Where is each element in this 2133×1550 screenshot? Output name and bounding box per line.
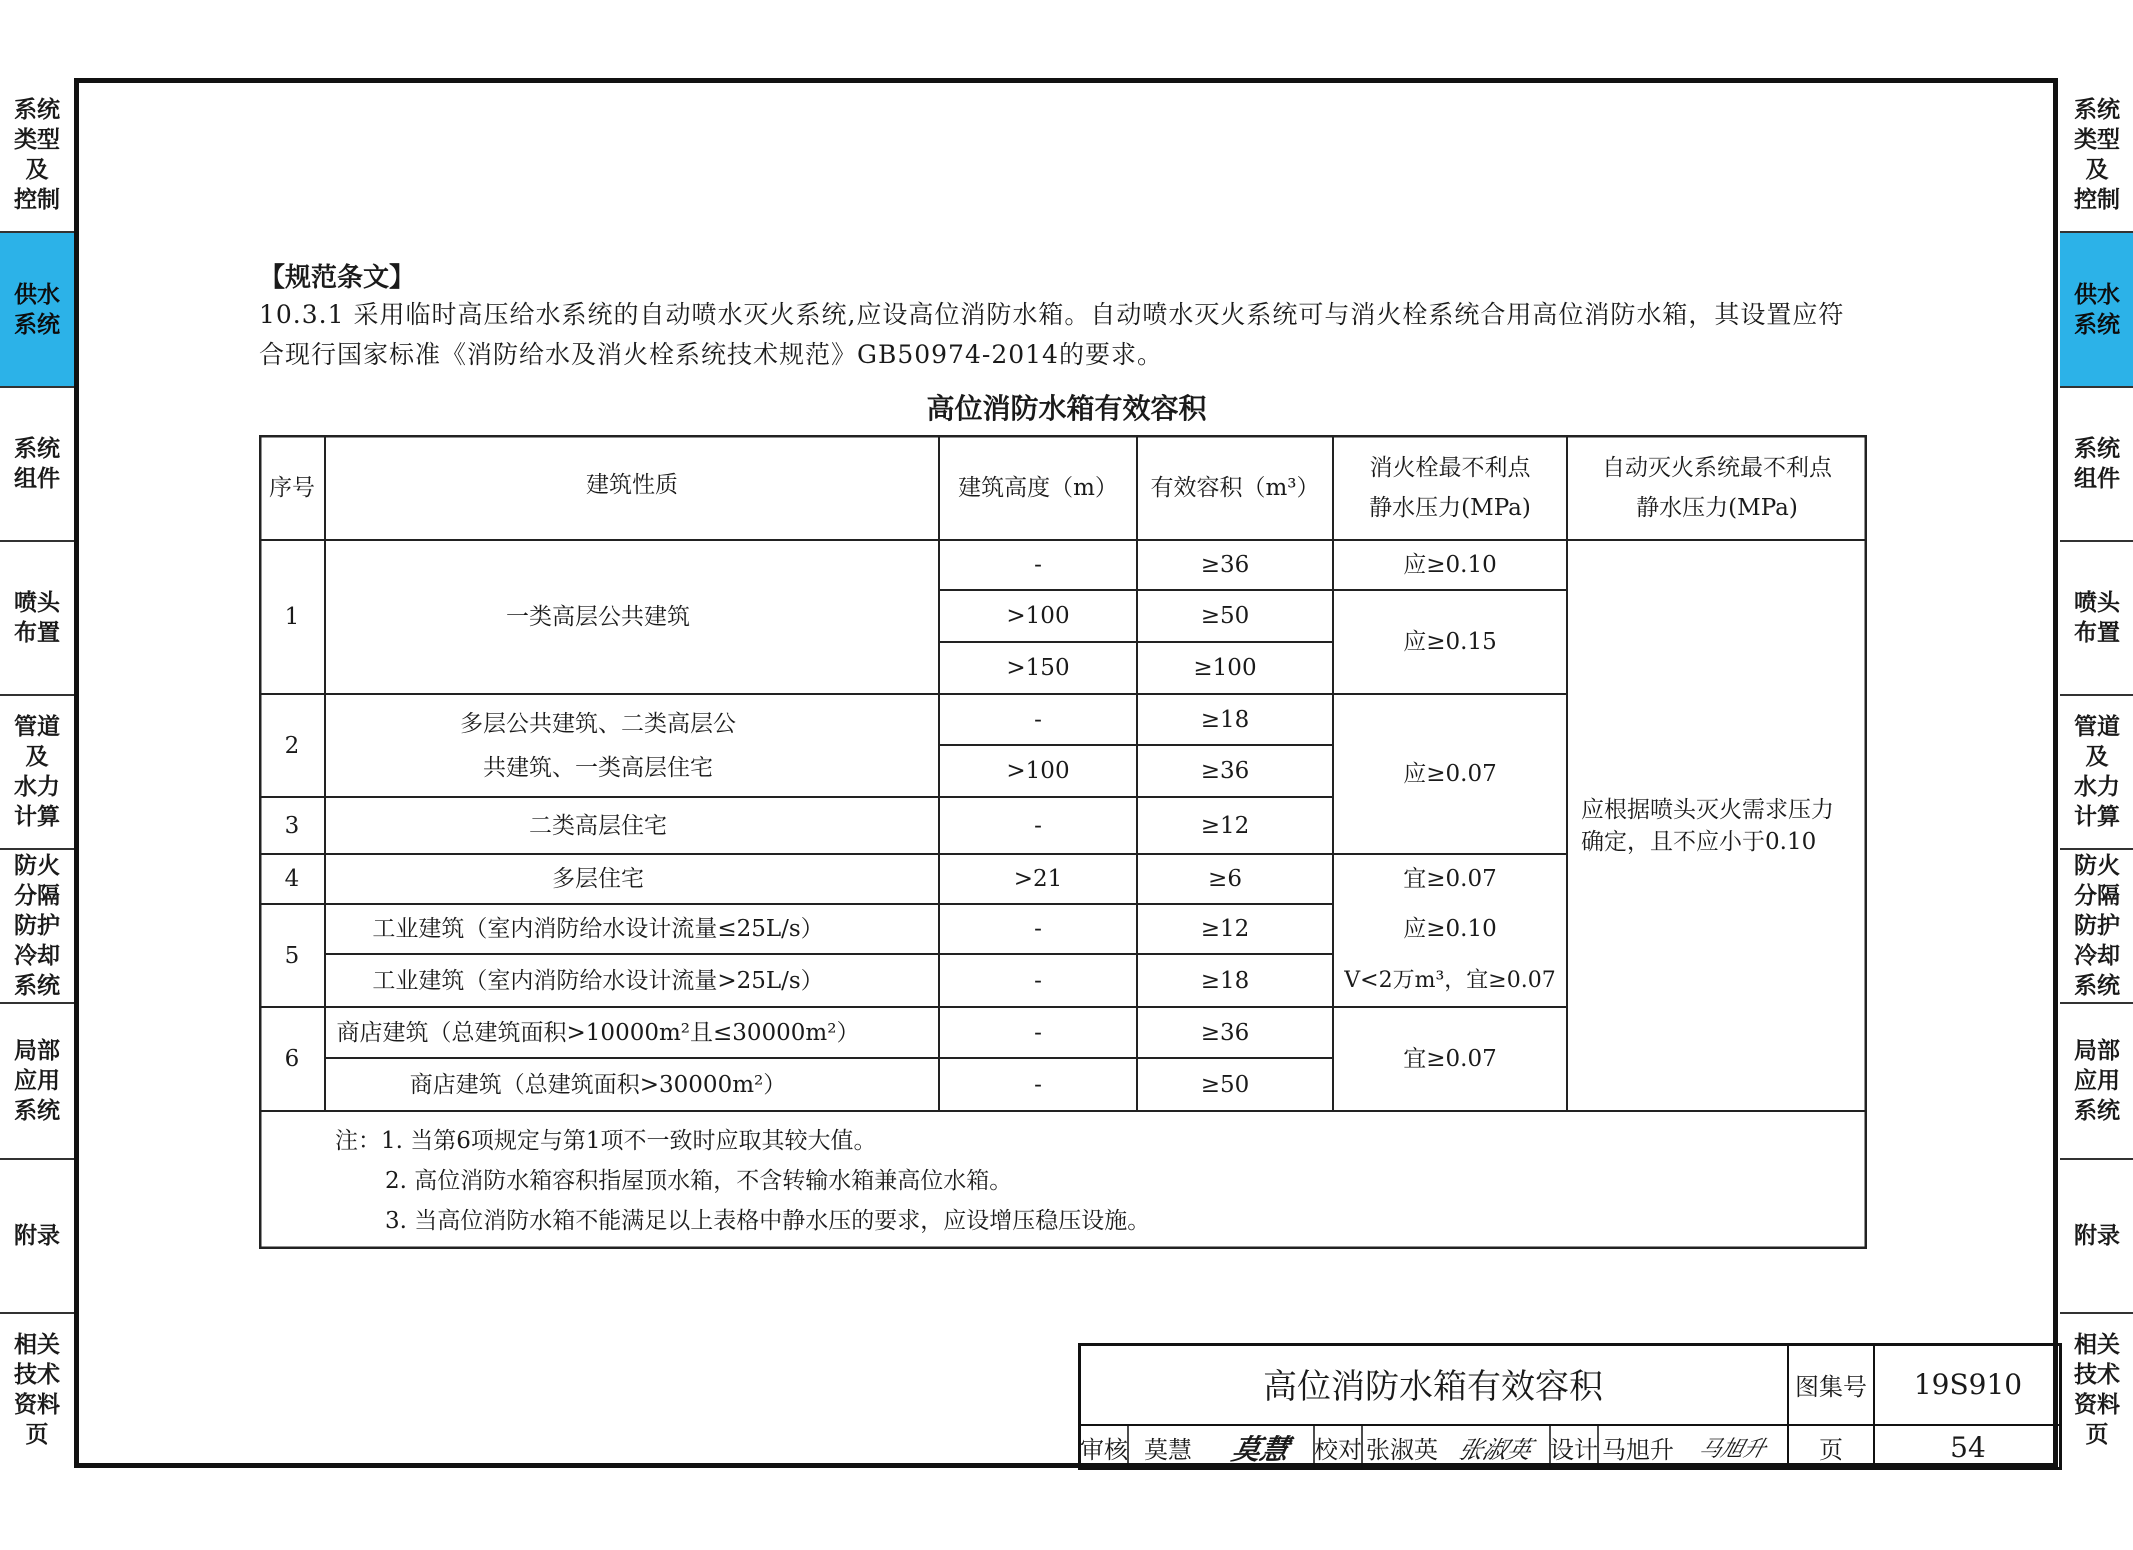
row-no: 4 [284, 866, 300, 892]
design-label: 设计 [1550, 1436, 1598, 1464]
row-building-type: 二类高层住宅 [529, 812, 667, 839]
header-height: 建筑高度（m） [958, 474, 1118, 501]
row-height: - [1034, 1019, 1042, 1046]
header-hydrant-pressure: 消火栓最不利点 静水压力(MPa) [1369, 454, 1531, 521]
row-height: >100 [1006, 603, 1070, 629]
table-title: 高位消防水箱有效容积 [926, 392, 1207, 425]
side-tab-water-supply[interactable]: 供水 系统 [0, 233, 74, 386]
row-height: >150 [1006, 655, 1070, 681]
side-tab-system-type[interactable]: 系统 类型 及 控制 [14, 96, 60, 213]
side-tab-piping[interactable]: 管道 及 水力 计算 [2074, 714, 2120, 830]
volume-table [259, 435, 1867, 1249]
header-auto-pressure: 自动灭火系统最不利点 静水压力(MPa) [1602, 454, 1832, 521]
row-volume: ≥12 [1200, 812, 1250, 839]
hydrant-pressure-cell: 应≥0.07 [1403, 761, 1497, 787]
reviewer-name: 莫慧 [1144, 1436, 1192, 1464]
side-tab-components[interactable]: 系统 组件 [2074, 436, 2120, 492]
row-no: 3 [284, 812, 300, 839]
table-note: 注：1. 当第6项规定与第1项不一致时应取其较大值。 [335, 1128, 877, 1154]
side-tab-local-application[interactable]: 局部 应用 系统 [14, 1038, 60, 1124]
side-tab-appendix[interactable]: 附录 [2074, 1223, 2120, 1249]
row-no: 1 [284, 604, 300, 630]
clause-text: 10.3.1 采用临时高压给水系统的自动喷水灭火系统,应设高位消防水箱。自动喷水灭火系统可与消火栓系统合用高位消防水箱，其设置应符合现行国家标准《消防给水及消火栓系统技术规范》GB50974-2014的要求。 [259, 300, 1845, 369]
side-tab-local-application[interactable]: 局部 应用 系统 [2074, 1038, 2120, 1124]
side-tab-related-info[interactable]: 相关 技术 资料 页 [14, 1332, 60, 1448]
row-height: - [1034, 812, 1042, 839]
side-tab-fire-separation[interactable]: 防火 分隔 防护 冷却 系统 [14, 853, 60, 999]
side-tab-related-info[interactable]: 相关 技术 资料 页 [2074, 1332, 2120, 1448]
auto-pressure-cell: 应根据喷头灭火需求压力 确定，且不应小于0.10 [1581, 796, 1834, 855]
row-height: >100 [1006, 758, 1070, 784]
row-volume: ≥36 [1200, 1019, 1250, 1046]
side-tab-fire-separation[interactable]: 防火 分隔 防护 冷却 系统 [2074, 853, 2120, 999]
row-height: >21 [1013, 866, 1063, 892]
check-label: 校对 [1314, 1436, 1362, 1464]
row-no: 2 [284, 732, 300, 759]
row-volume: ≥36 [1200, 552, 1250, 578]
clause-heading: 【规范条文】 [259, 263, 416, 293]
row-volume: ≥12 [1200, 916, 1250, 942]
side-tab-sprinkler-layout[interactable]: 喷头 布置 [2074, 590, 2120, 646]
hydrant-pressure-cell: 宜≥0.07 [1403, 1046, 1497, 1072]
atlas-number: 19S910 [1913, 1367, 2023, 1401]
row-volume: ≥18 [1200, 706, 1250, 733]
row-height: - [1034, 1071, 1042, 1098]
designer-name: 马旭升 [1602, 1436, 1674, 1464]
row-building-type: 多层住宅 [552, 866, 644, 892]
row-no: 5 [284, 942, 300, 969]
page-number: 54 [1950, 1431, 1986, 1464]
row-building-type: 一类高层公共建筑 [506, 604, 690, 630]
side-tab-appendix[interactable]: 附录 [14, 1223, 60, 1249]
hydrant-pressure-cell: V<2万m³，宜≥0.07 [1344, 967, 1556, 993]
page-label: 页 [1819, 1436, 1843, 1464]
row-building-type: 工业建筑（室内消防给水设计流量>25L/s） [372, 967, 824, 994]
review-label: 审核 [1080, 1436, 1128, 1464]
side-tab-components[interactable]: 系统 组件 [14, 436, 60, 492]
title-block [1078, 1343, 2062, 1470]
row-height: - [1034, 916, 1042, 942]
hydrant-pressure-cell: 应≥0.10 [1403, 916, 1497, 942]
row-height: - [1034, 967, 1042, 994]
row-volume: ≥36 [1200, 758, 1250, 784]
header-no: 序号 [269, 474, 315, 501]
row-building-type: 多层公共建筑、二类高层公 共建筑、一类高层住宅 [460, 710, 736, 781]
drawing-title: 高位消防水箱有效容积 [1263, 1366, 1603, 1407]
row-volume: ≥100 [1193, 655, 1257, 681]
hydrant-pressure-cell: 应≥0.10 [1403, 552, 1497, 578]
row-building-type: 工业建筑（室内消防给水设计流量≤25L/s） [372, 916, 824, 942]
row-volume: ≥50 [1200, 603, 1250, 629]
reviewer-signature: 莫慧 [1229, 1432, 1293, 1466]
designer-signature: 马旭升 [1696, 1437, 1769, 1462]
row-volume: ≥18 [1200, 967, 1250, 994]
checker-signature: 张淑英 [1455, 1436, 1536, 1464]
side-tab-piping[interactable]: 管道 及 水力 计算 [14, 714, 60, 830]
header-building-type: 建筑性质 [586, 472, 678, 498]
header-volume: 有效容积（m³） [1150, 474, 1320, 501]
hydrant-pressure-cell: 应≥0.15 [1403, 629, 1497, 655]
table-note: 2. 高位消防水箱容积指屋顶水箱，不含转输水箱兼高位水箱。 [385, 1168, 1013, 1194]
side-tab-sprinkler-layout[interactable]: 喷头 布置 [14, 590, 60, 646]
row-height: - [1034, 706, 1042, 733]
side-tab-system-type[interactable]: 系统 类型 及 控制 [2074, 96, 2120, 213]
hydrant-pressure-cell: 宜≥0.07 [1403, 866, 1497, 892]
row-no: 6 [284, 1046, 300, 1072]
row-height: - [1034, 552, 1042, 578]
side-tab-water-supply[interactable]: 供水 系统 [2060, 233, 2133, 386]
checker-name: 张淑英 [1366, 1436, 1438, 1464]
row-building-type: 商店建筑（总建筑面积>10000m²且≤30000m²） [336, 1019, 860, 1046]
row-volume: ≥50 [1200, 1071, 1250, 1098]
table-note: 3. 当高位消防水箱不能满足以上表格中静水压的要求，应设增压稳压设施。 [385, 1208, 1151, 1234]
row-building-type: 商店建筑（总建筑面积>30000m²） [409, 1071, 787, 1098]
row-volume: ≥6 [1208, 866, 1242, 892]
atlas-label: 图集号 [1795, 1372, 1867, 1401]
